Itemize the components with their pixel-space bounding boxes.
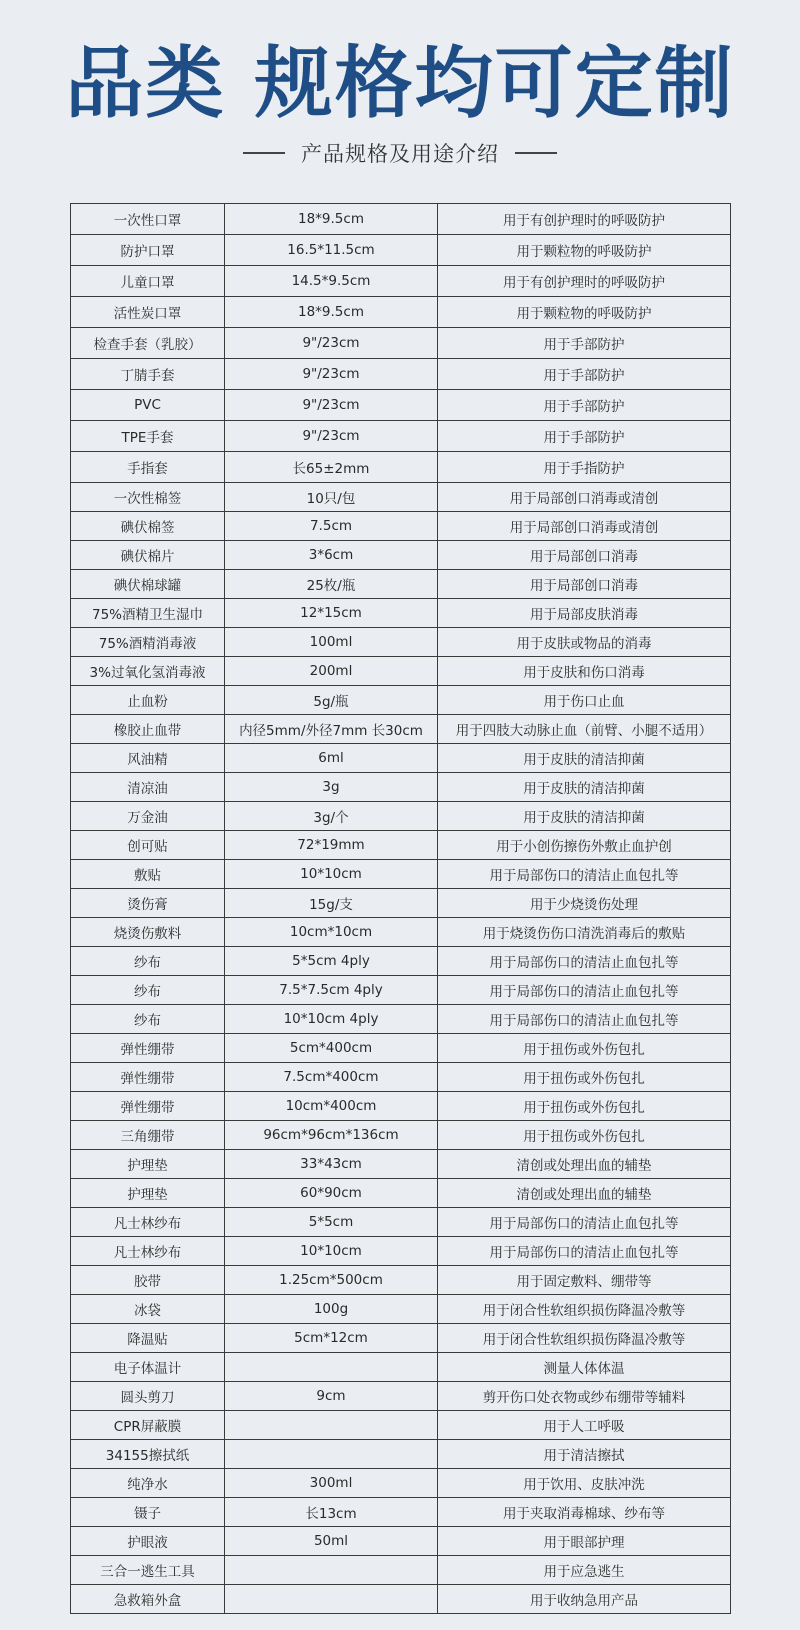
product-use-cell: 用于皮肤的清洁抑菌 <box>438 773 731 802</box>
product-use-cell: 用于手部防护 <box>438 328 731 359</box>
product-use-cell: 用于烧烫伤伤口清洗消毒后的敷贴 <box>438 918 731 947</box>
product-spec-cell: 5*5cm 4ply <box>225 947 438 976</box>
table-row <box>71 1295 731 1324</box>
product-use-cell: 用于局部创口消毒 <box>438 570 731 599</box>
product-name-cell: 纱布 <box>71 976 225 1005</box>
table-row <box>71 831 731 860</box>
table-row <box>71 1005 731 1034</box>
table-row <box>71 976 731 1005</box>
product-name-cell: 电子体温计 <box>71 1353 225 1382</box>
product-spec-cell: 10*10cm 4ply <box>225 1005 438 1034</box>
product-spec-cell: 12*15cm <box>225 599 438 628</box>
product-use-cell: 用于皮肤或物品的消毒 <box>438 628 731 657</box>
product-name-cell: 三合一逃生工具 <box>71 1556 225 1585</box>
product-spec-cell: 25枚/瓶 <box>225 570 438 599</box>
table-row <box>71 512 731 541</box>
table-row <box>71 1556 731 1585</box>
product-name-cell: 清凉油 <box>71 773 225 802</box>
product-use-cell: 用于应急逃生 <box>438 1556 731 1585</box>
table-row <box>71 686 731 715</box>
table-row <box>71 359 731 390</box>
product-use-cell: 用于有创护理时的呼吸防护 <box>438 266 731 297</box>
table-row <box>71 452 731 483</box>
product-spec-cell: 9"/23cm <box>225 421 438 452</box>
product-spec-cell: 33*43cm <box>225 1150 438 1179</box>
product-name-cell: 纱布 <box>71 947 225 976</box>
table-row <box>71 1527 731 1556</box>
product-name-cell: 降温贴 <box>71 1324 225 1353</box>
table-row <box>71 947 731 976</box>
product-spec-cell: 96cm*96cm*136cm <box>225 1121 438 1150</box>
product-name-cell: 防护口罩 <box>71 235 225 266</box>
product-use-cell: 用于有创护理时的呼吸防护 <box>438 204 731 235</box>
product-name-cell: PVC <box>71 390 225 421</box>
product-spec-cell: 9"/23cm <box>225 359 438 390</box>
product-name-cell: 橡胶止血带 <box>71 715 225 744</box>
product-use-cell: 用于收纳急用产品 <box>438 1585 731 1614</box>
product-name-cell: 手指套 <box>71 452 225 483</box>
section-subtitle <box>0 136 800 170</box>
product-spec-cell: 50ml <box>225 1527 438 1556</box>
table-row <box>71 802 731 831</box>
product-use-cell: 用于颗粒物的呼吸防护 <box>438 297 731 328</box>
product-spec-cell: 6ml <box>225 744 438 773</box>
subtitle-text: 产品规格及用途介绍 <box>301 142 499 166</box>
product-use-cell: 用于伤口止血 <box>438 686 731 715</box>
product-spec-cell: 3*6cm <box>225 541 438 570</box>
table-row <box>71 1063 731 1092</box>
product-use-cell: 用于局部创口消毒 <box>438 541 731 570</box>
table-row <box>71 541 731 570</box>
product-name-cell: 凡士林纱布 <box>71 1237 225 1266</box>
product-use-cell: 用于手部防护 <box>438 390 731 421</box>
product-use-cell: 剪开伤口处衣物或纱布绷带等辅料 <box>438 1382 731 1411</box>
product-use-cell: 用于颗粒物的呼吸防护 <box>438 235 731 266</box>
product-use-cell: 用于皮肤的清洁抑菌 <box>438 744 731 773</box>
product-name-cell: 碘伏棉球罐 <box>71 570 225 599</box>
table-row <box>71 1411 731 1440</box>
product-spec-cell: 1.25cm*500cm <box>225 1266 438 1295</box>
table-row <box>71 628 731 657</box>
product-spec-cell: 18*9.5cm <box>225 297 438 328</box>
table-row <box>71 918 731 947</box>
product-spec-cell: 100g <box>225 1295 438 1324</box>
product-name-cell: 弹性绷带 <box>71 1092 225 1121</box>
product-spec-cell: 72*19mm <box>225 831 438 860</box>
table-row <box>71 1382 731 1411</box>
product-name-cell: 碘伏棉签 <box>71 512 225 541</box>
table-row <box>71 390 731 421</box>
table-row <box>71 1179 731 1208</box>
table-row <box>71 1092 731 1121</box>
product-spec-cell: 200ml <box>225 657 438 686</box>
product-use-cell: 用于扭伤或外伤包扎 <box>438 1034 731 1063</box>
product-use-cell: 用于局部皮肤消毒 <box>438 599 731 628</box>
product-spec-table-body <box>71 204 731 1614</box>
product-use-cell: 用于扭伤或外伤包扎 <box>438 1121 731 1150</box>
product-spec-cell: 5g/瓶 <box>225 686 438 715</box>
table-row <box>71 421 731 452</box>
product-use-cell: 用于皮肤和伤口消毒 <box>438 657 731 686</box>
product-spec-cell: 5cm*400cm <box>225 1034 438 1063</box>
product-spec-cell: 3g <box>225 773 438 802</box>
table-row <box>71 297 731 328</box>
product-use-cell: 用于人工呼吸 <box>438 1411 731 1440</box>
product-use-cell: 用于手部防护 <box>438 421 731 452</box>
product-name-cell: 一次性棉签 <box>71 483 225 512</box>
table-row <box>71 1440 731 1469</box>
table-row <box>71 1150 731 1179</box>
product-spec-cell: 9cm <box>225 1382 438 1411</box>
product-name-cell: 护眼液 <box>71 1527 225 1556</box>
table-row <box>71 1498 731 1527</box>
table-row <box>71 1585 731 1614</box>
product-name-cell: 3%过氧化氢消毒液 <box>71 657 225 686</box>
product-spec-cell: 9"/23cm <box>225 390 438 421</box>
product-name-cell: 弹性绷带 <box>71 1034 225 1063</box>
table-row <box>71 773 731 802</box>
table-row <box>71 483 731 512</box>
product-spec-cell: 9"/23cm <box>225 328 438 359</box>
subtitle-right-dash <box>515 152 557 154</box>
table-row <box>71 599 731 628</box>
table-row <box>71 204 731 235</box>
product-spec-cell: 60*90cm <box>225 1179 438 1208</box>
table-row <box>71 889 731 918</box>
product-spec-cell: 10*10cm <box>225 1237 438 1266</box>
product-spec-table <box>70 203 731 1614</box>
product-use-cell: 用于眼部护理 <box>438 1527 731 1556</box>
product-use-cell: 清创或处理出血的辅垫 <box>438 1150 731 1179</box>
product-use-cell: 用于局部创口消毒或清创 <box>438 512 731 541</box>
product-use-cell: 用于少烧烫伤处理 <box>438 889 731 918</box>
product-spec-cell: 5*5cm <box>225 1208 438 1237</box>
product-use-cell: 用于扭伤或外伤包扎 <box>438 1092 731 1121</box>
product-spec-cell: 16.5*11.5cm <box>225 235 438 266</box>
product-name-cell: 凡士林纱布 <box>71 1208 225 1237</box>
product-name-cell: CPR屏蔽膜 <box>71 1411 225 1440</box>
table-row <box>71 860 731 889</box>
product-name-cell: 镊子 <box>71 1498 225 1527</box>
product-use-cell: 用于清洁擦拭 <box>438 1440 731 1469</box>
product-use-cell: 用于局部伤口的清洁止血包扎等 <box>438 976 731 1005</box>
product-spec-cell: 10只/包 <box>225 483 438 512</box>
product-name-cell: 一次性口罩 <box>71 204 225 235</box>
page-title: 品类 规格均可定制 <box>65 39 735 129</box>
table-row <box>71 328 731 359</box>
product-spec-cell: 100ml <box>225 628 438 657</box>
product-name-cell: 急救箱外盒 <box>71 1585 225 1614</box>
table-row <box>71 657 731 686</box>
product-spec-cell: 18*9.5cm <box>225 204 438 235</box>
table-row <box>71 1324 731 1353</box>
table-row <box>71 744 731 773</box>
table-row <box>71 1353 731 1382</box>
product-name-cell: 儿童口罩 <box>71 266 225 297</box>
product-use-cell: 用于小创伤擦伤外敷止血护创 <box>438 831 731 860</box>
product-use-cell: 用于扭伤或外伤包扎 <box>438 1063 731 1092</box>
product-spec-cell <box>225 1353 438 1382</box>
product-name-cell: 创可贴 <box>71 831 225 860</box>
product-spec-cell: 7.5cm <box>225 512 438 541</box>
product-name-cell: 三角绷带 <box>71 1121 225 1150</box>
product-name-cell: TPE手套 <box>71 421 225 452</box>
product-spec-cell: 10cm*400cm <box>225 1092 438 1121</box>
product-spec-cell: 300ml <box>225 1469 438 1498</box>
table-row <box>71 1469 731 1498</box>
product-name-cell: 碘伏棉片 <box>71 541 225 570</box>
table-row <box>71 1266 731 1295</box>
product-name-cell: 圆头剪刀 <box>71 1382 225 1411</box>
product-name-cell: 风油精 <box>71 744 225 773</box>
product-spec-cell: 7.5cm*400cm <box>225 1063 438 1092</box>
product-use-cell: 用于局部伤口的清洁止血包扎等 <box>438 860 731 889</box>
product-name-cell: 弹性绷带 <box>71 1063 225 1092</box>
product-name-cell: 75%酒精卫生湿巾 <box>71 599 225 628</box>
product-use-cell: 用于闭合性软组织损伤降温冷敷等 <box>438 1295 731 1324</box>
product-use-cell: 用于局部伤口的清洁止血包扎等 <box>438 1237 731 1266</box>
table-row <box>71 1034 731 1063</box>
product-use-cell: 用于局部创口消毒或清创 <box>438 483 731 512</box>
product-spec-cell: 14.5*9.5cm <box>225 266 438 297</box>
table-row <box>71 715 731 744</box>
table-row <box>71 266 731 297</box>
product-name-cell: 烧烫伤敷料 <box>71 918 225 947</box>
product-name-cell: 纯净水 <box>71 1469 225 1498</box>
product-spec-cell: 7.5*7.5cm 4ply <box>225 976 438 1005</box>
product-name-cell: 止血粉 <box>71 686 225 715</box>
product-name-cell: 75%酒精消毒液 <box>71 628 225 657</box>
product-name-cell: 护理垫 <box>71 1150 225 1179</box>
product-spec-cell <box>225 1411 438 1440</box>
product-spec-cell <box>225 1556 438 1585</box>
product-use-cell: 用于闭合性软组织损伤降温冷敷等 <box>438 1324 731 1353</box>
product-name-cell: 敷贴 <box>71 860 225 889</box>
table-row <box>71 570 731 599</box>
product-spec-cell: 3g/个 <box>225 802 438 831</box>
table-row <box>71 1121 731 1150</box>
product-use-cell: 用于夹取消毒棉球、纱布等 <box>438 1498 731 1527</box>
product-spec-cell <box>225 1585 438 1614</box>
product-spec-cell: 10*10cm <box>225 860 438 889</box>
product-name-cell: 护理垫 <box>71 1179 225 1208</box>
product-use-cell: 用于四肢大动脉止血（前臂、小腿不适用） <box>438 715 731 744</box>
product-use-cell: 用于局部伤口的清洁止血包扎等 <box>438 1005 731 1034</box>
product-use-cell: 用于固定敷料、绷带等 <box>438 1266 731 1295</box>
product-name-cell: 检查手套（乳胶） <box>71 328 225 359</box>
product-name-cell: 34155擦拭纸 <box>71 1440 225 1469</box>
product-use-cell: 测量人体体温 <box>438 1353 731 1382</box>
product-name-cell: 烫伤膏 <box>71 889 225 918</box>
product-name-cell: 万金油 <box>71 802 225 831</box>
product-name-cell: 胶带 <box>71 1266 225 1295</box>
product-use-cell: 用于手指防护 <box>438 452 731 483</box>
product-use-cell: 用于饮用、皮肤冲洗 <box>438 1469 731 1498</box>
product-use-cell: 用于皮肤的清洁抑菌 <box>438 802 731 831</box>
subtitle-left-dash <box>243 152 285 154</box>
product-spec-cell: 长65±2mm <box>225 452 438 483</box>
table-row <box>71 235 731 266</box>
product-use-cell: 清创或处理出血的辅垫 <box>438 1179 731 1208</box>
product-use-cell: 用于手部防护 <box>438 359 731 390</box>
product-name-cell: 活性炭口罩 <box>71 297 225 328</box>
product-spec-cell: 5cm*12cm <box>225 1324 438 1353</box>
product-name-cell: 纱布 <box>71 1005 225 1034</box>
product-name-cell: 丁腈手套 <box>71 359 225 390</box>
product-spec-cell: 内径5mm/外径7mm 长30cm <box>225 715 438 744</box>
table-row <box>71 1237 731 1266</box>
product-name-cell: 冰袋 <box>71 1295 225 1324</box>
product-use-cell: 用于局部伤口的清洁止血包扎等 <box>438 1208 731 1237</box>
product-spec-cell <box>225 1440 438 1469</box>
table-row <box>71 1208 731 1237</box>
product-spec-cell: 长13cm <box>225 1498 438 1527</box>
product-spec-cell: 15g/支 <box>225 889 438 918</box>
product-use-cell: 用于局部伤口的清洁止血包扎等 <box>438 947 731 976</box>
product-spec-cell: 10cm*10cm <box>225 918 438 947</box>
